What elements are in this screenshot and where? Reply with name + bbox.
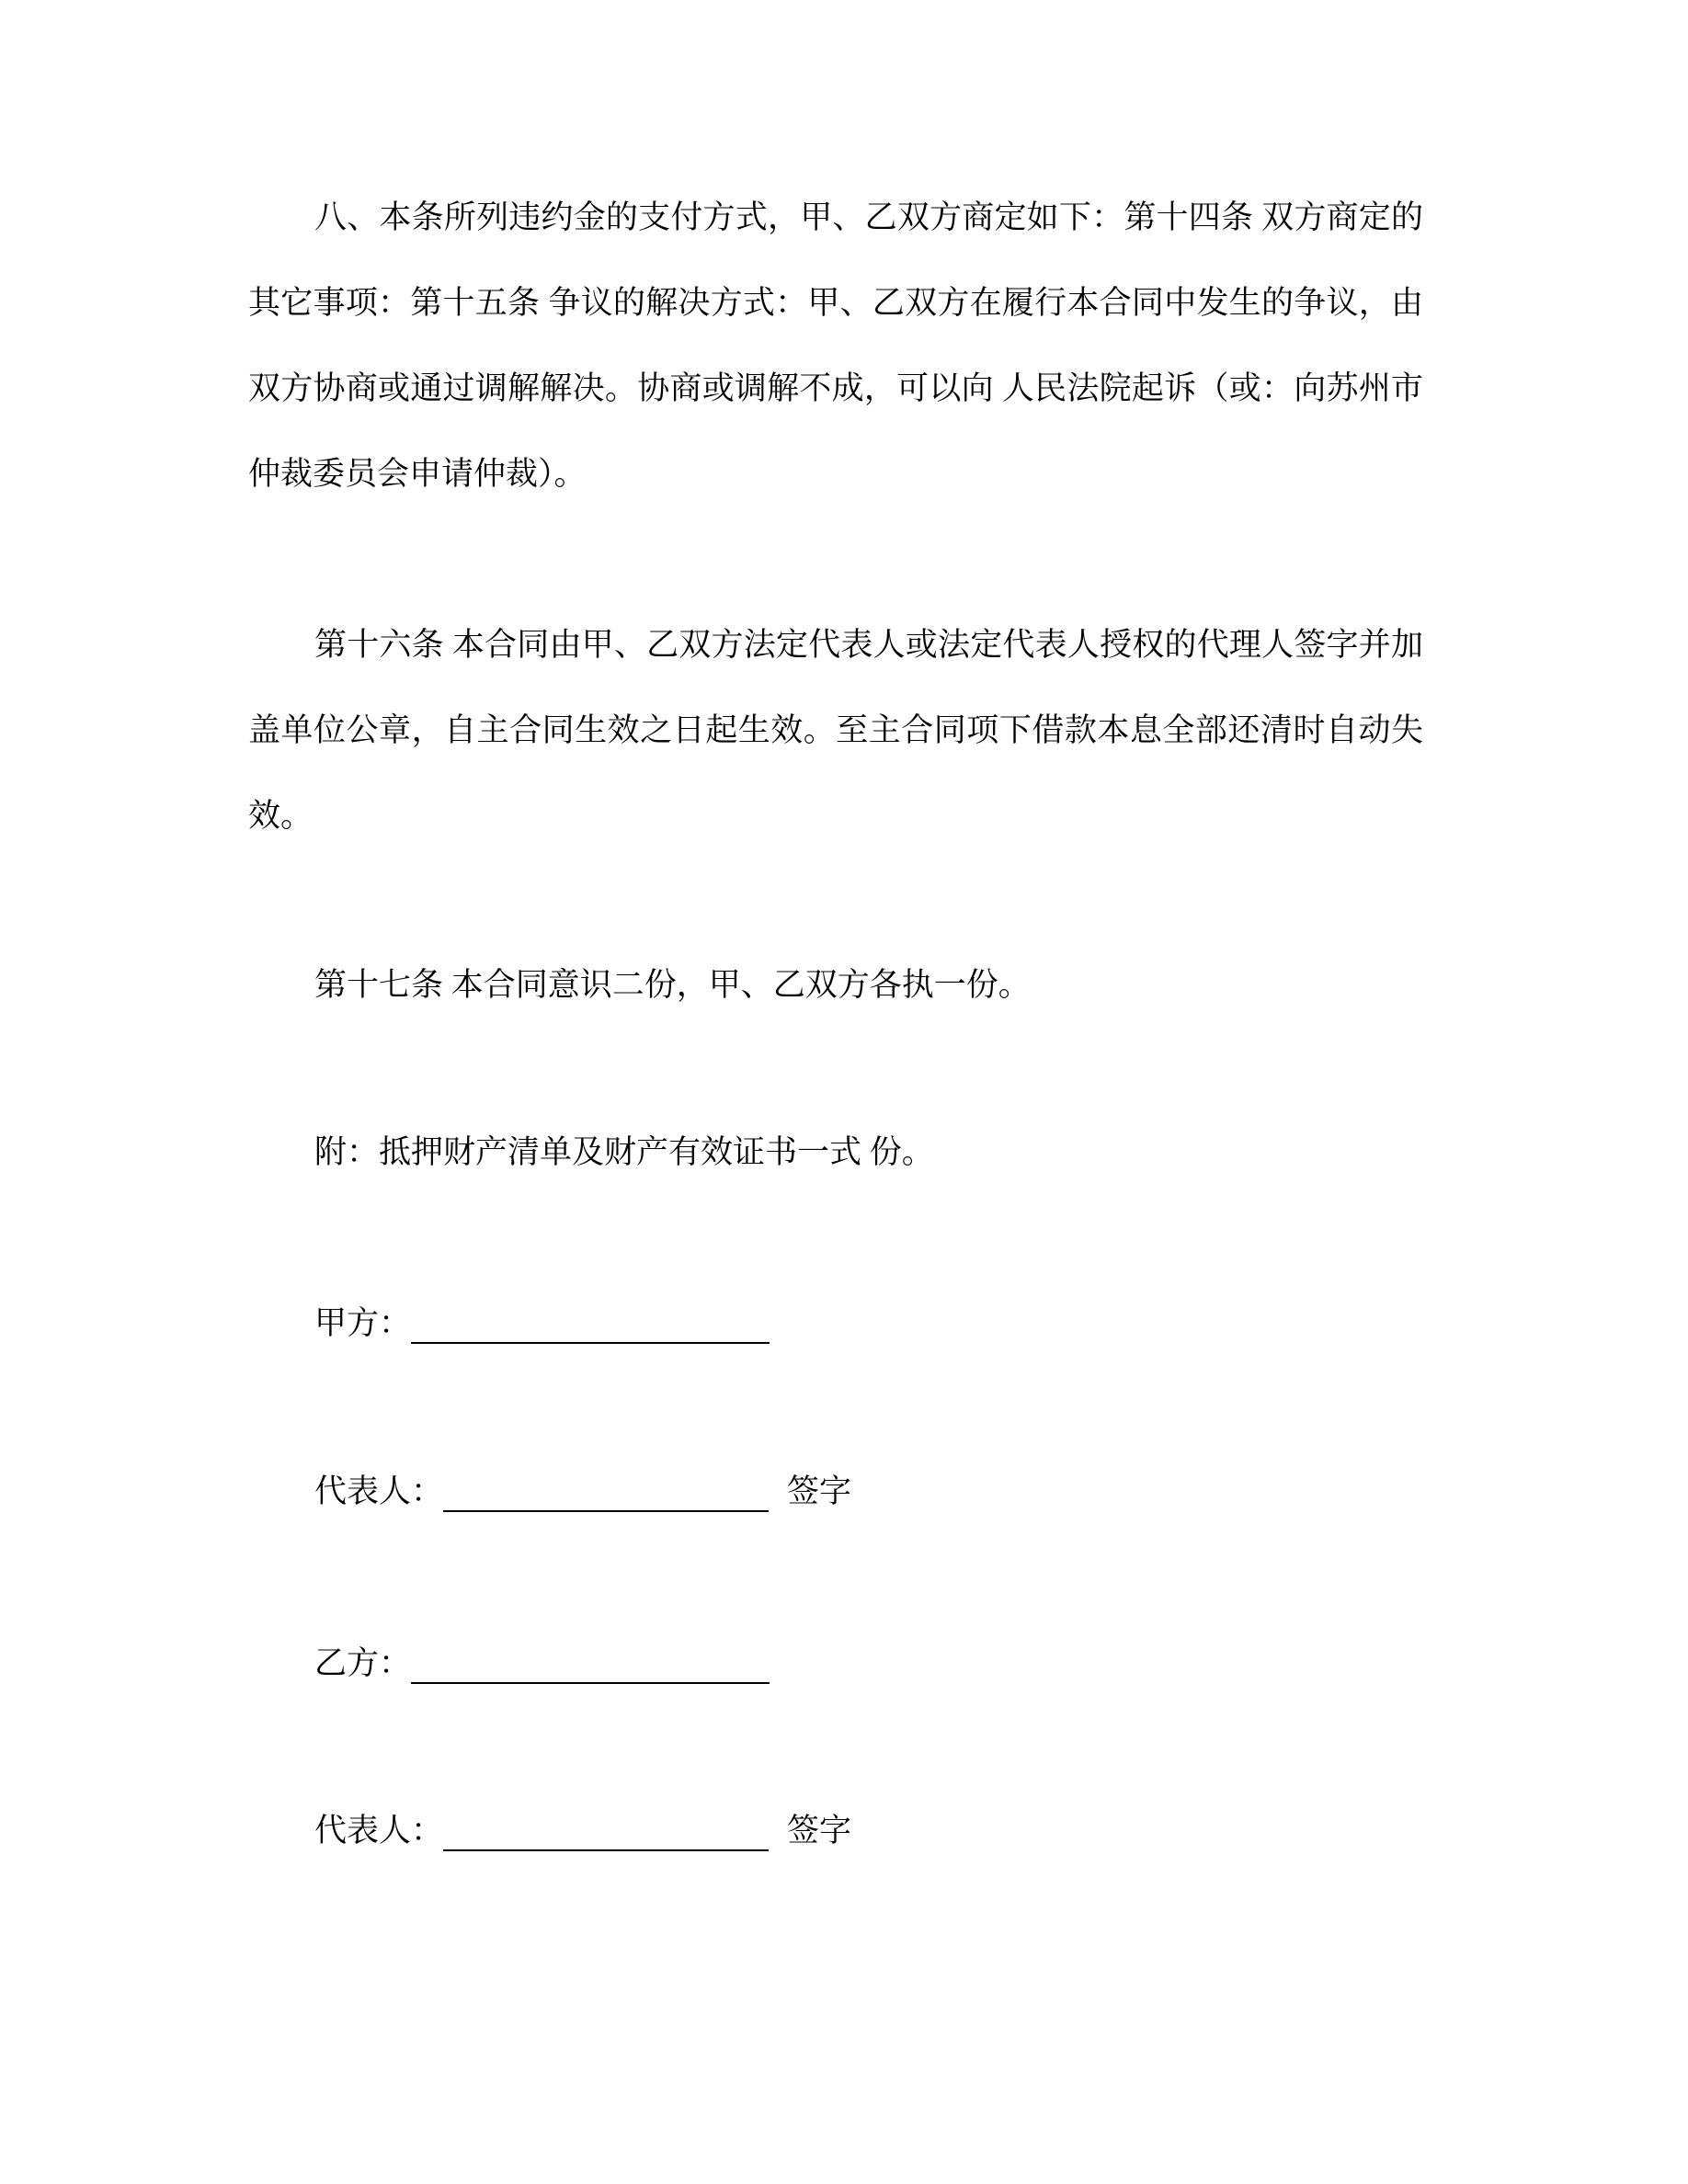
party-a-rep-signature-row xyxy=(314,1472,851,1512)
paragraph-line: 八、本条所列违约金的支付方式，甲、乙双方商定如下：第十四条 双方商定的 xyxy=(314,199,1423,235)
party-b-label: 乙方： xyxy=(314,1645,412,1681)
party-b-rep-blank[interactable] xyxy=(443,1822,769,1851)
paragraph-line: 其它事项：第十五条 争议的解决方式：甲、乙双方在履行本合同中发生的争议，由 xyxy=(248,285,1423,321)
party-a-rep-blank[interactable] xyxy=(443,1483,769,1512)
party-b-signature-row xyxy=(314,1644,770,1684)
paragraph-line: 第十六条 本合同由甲、乙双方法定代表人或法定代表人授权的代理人签字并加 xyxy=(314,627,1423,663)
paragraph-line: 附：抵押财产清单及财产有效证书一式 份。 xyxy=(314,1134,934,1170)
party-a-label: 甲方： xyxy=(314,1305,412,1341)
paragraph-line: 仲裁委员会申请仲裁）。 xyxy=(248,456,587,492)
party-a-rep-label: 代表人： xyxy=(314,1473,444,1509)
party-a-blank[interactable] xyxy=(411,1314,770,1344)
party-b-rep-label: 代表人： xyxy=(314,1813,444,1848)
paragraph-line: 效。 xyxy=(248,798,314,834)
paragraph-line: 双方协商或通过调解解决。协商或调解不成，可以向 人民法院起诉（或：向苏州市 xyxy=(248,370,1423,406)
party-a-rep-sign-label: 签字 xyxy=(787,1473,852,1509)
paragraph-line: 盖单位公章，自主合同生效之日起生效。至主合同项下借款本息全部还清时自动失 xyxy=(248,712,1423,748)
party-b-blank[interactable] xyxy=(411,1655,770,1684)
party-a-signature-row xyxy=(314,1303,770,1344)
party-b-rep-sign-label: 签字 xyxy=(787,1813,852,1848)
paragraph-line: 第十七条 本合同意识二份，甲、乙双方各执一份。 xyxy=(314,967,1031,1003)
party-b-rep-signature-row xyxy=(314,1811,851,1851)
